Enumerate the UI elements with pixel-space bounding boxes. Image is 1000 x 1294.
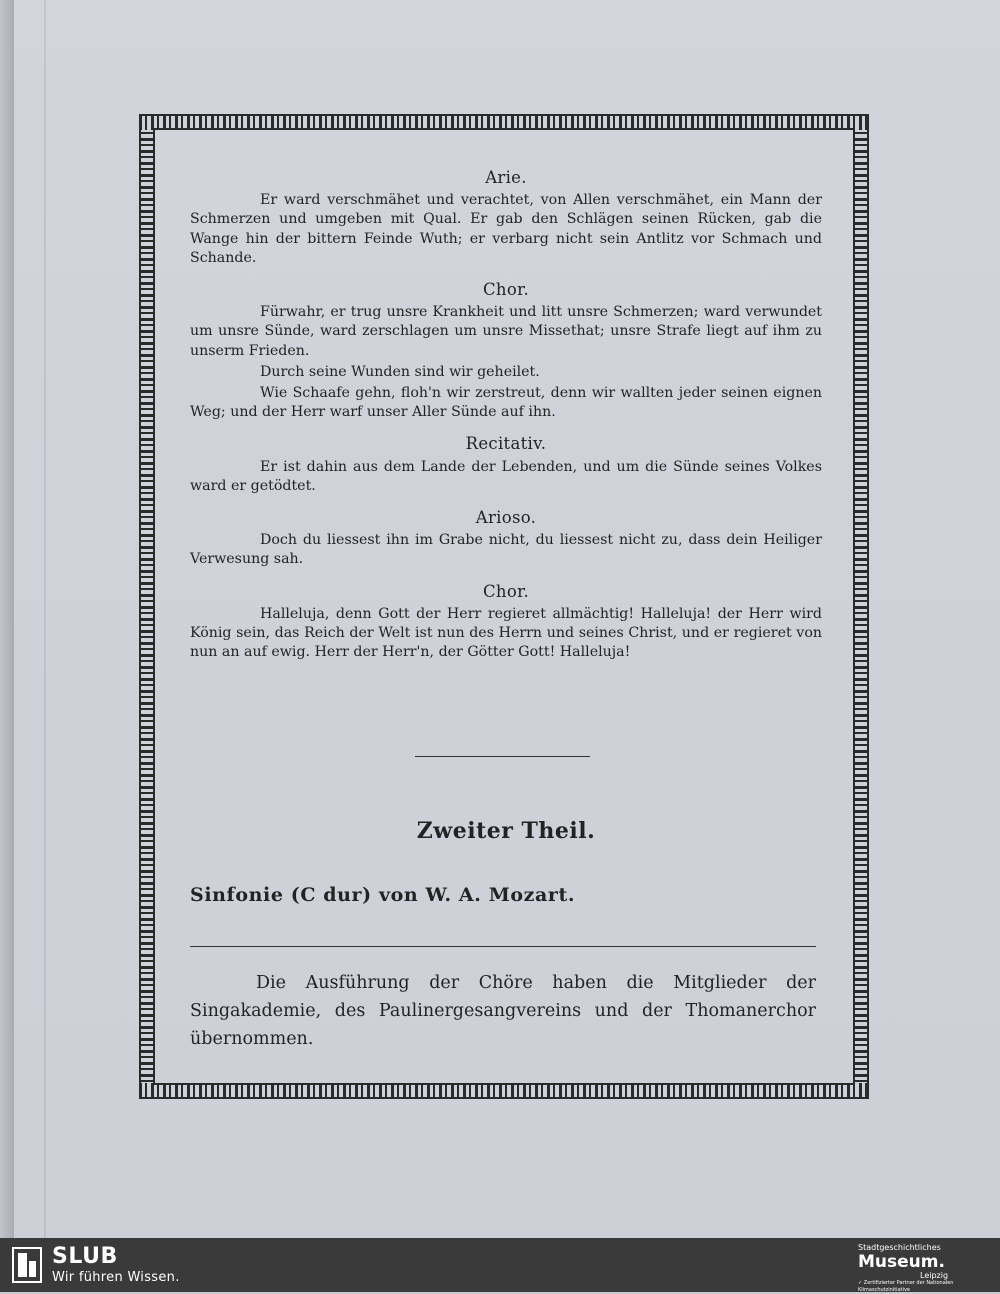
slub-logo-icon[interactable]: [12, 1247, 42, 1283]
paragraph: Er ward verschmähet und verachtet, von Allen verschmähet, ein Mann der Schmerzen und umgeben mit Qual. Er gab den Schlägen seinen Rücken, gab die Wange hin der bittern Feinde Wuth; er verbarg nicht sein Antlitz vor Schmach und Schande.: [190, 192, 822, 266]
libretto-text: [190, 168, 822, 674]
paragraph: Doch du liessest ihn im Grabe nicht, du liessest nicht zu, dass dein Heiliger Verwesung sah.: [190, 532, 822, 568]
paragraph: Fürwahr, er trug unsre Krankheit und litt unsre Schmerzen; ward verwundet um unsre Sünde, ward zerschlagen um unsre Missethat; unsre Strafe liegt auf ihm zu unserm Frieden.: [190, 304, 822, 359]
horizontal-rule: [190, 946, 816, 947]
section-arioso: [190, 508, 822, 570]
section-heading: Recitativ.: [465, 434, 547, 454]
museum-top-text: Stadtgeschichtliches: [858, 1243, 941, 1252]
museum-partner-text: ✓ Zertifizierter Partner der Nationalen Klimaschutzinitiative: [858, 1280, 954, 1293]
page-edge: [0, 0, 14, 1238]
museum-name: Museum.: [858, 1252, 945, 1272]
section-chor-1: [190, 280, 822, 422]
museum-logo[interactable]: [858, 1243, 988, 1294]
library-name[interactable]: SLUB: [52, 1244, 118, 1269]
section-heading: Chor.: [482, 581, 529, 601]
symphony-line: Sinfonie (C dur) von W. A. Mozart.: [190, 884, 576, 906]
part-title: Zweiter Theil.: [416, 818, 596, 844]
section-heading: Chor.: [482, 280, 529, 300]
page-fold: [44, 0, 46, 1238]
section-heading: Arioso.: [475, 508, 537, 528]
section-heading: Arie.: [485, 168, 527, 187]
section-recitativ: [190, 434, 822, 496]
short-divider: [415, 756, 590, 757]
section-arie: [190, 168, 822, 268]
paragraph: Halleluja, denn Gott der Herr regieret allmächtig! Halleluja! der Herr wird König sein, das Reich der Welt ist nun des Herrn und seines Christ, und er regieret von nun an auf ewig. Herr der Herr'n, der Götter Gott! Halleluja!: [190, 605, 822, 661]
library-tagline: Wir führen Wissen.: [52, 1270, 180, 1285]
performers-note: Die Ausführung der Chöre haben die Mitglieder der Singakademie, des Paulinergesangvereins und der Thomanerchor übernommen.: [190, 973, 816, 1049]
paragraph: Wie Schaafe gehn, floh'n wir zerstreut, denn wir wallten jeder seinen eignen Weg; und der Herr warf unser Aller Sünde auf ihn.: [190, 385, 822, 421]
section-chor-2: [190, 582, 822, 663]
paragraph: Er ist dahin aus dem Lande der Lebenden, und um die Sünde seines Volkes ward er getödtet.: [190, 458, 822, 494]
museum-city: Leipzig: [920, 1271, 949, 1280]
footer-bar: [0, 1238, 1000, 1292]
paragraph: Durch seine Wunden sind wir geheilet.: [260, 363, 540, 380]
